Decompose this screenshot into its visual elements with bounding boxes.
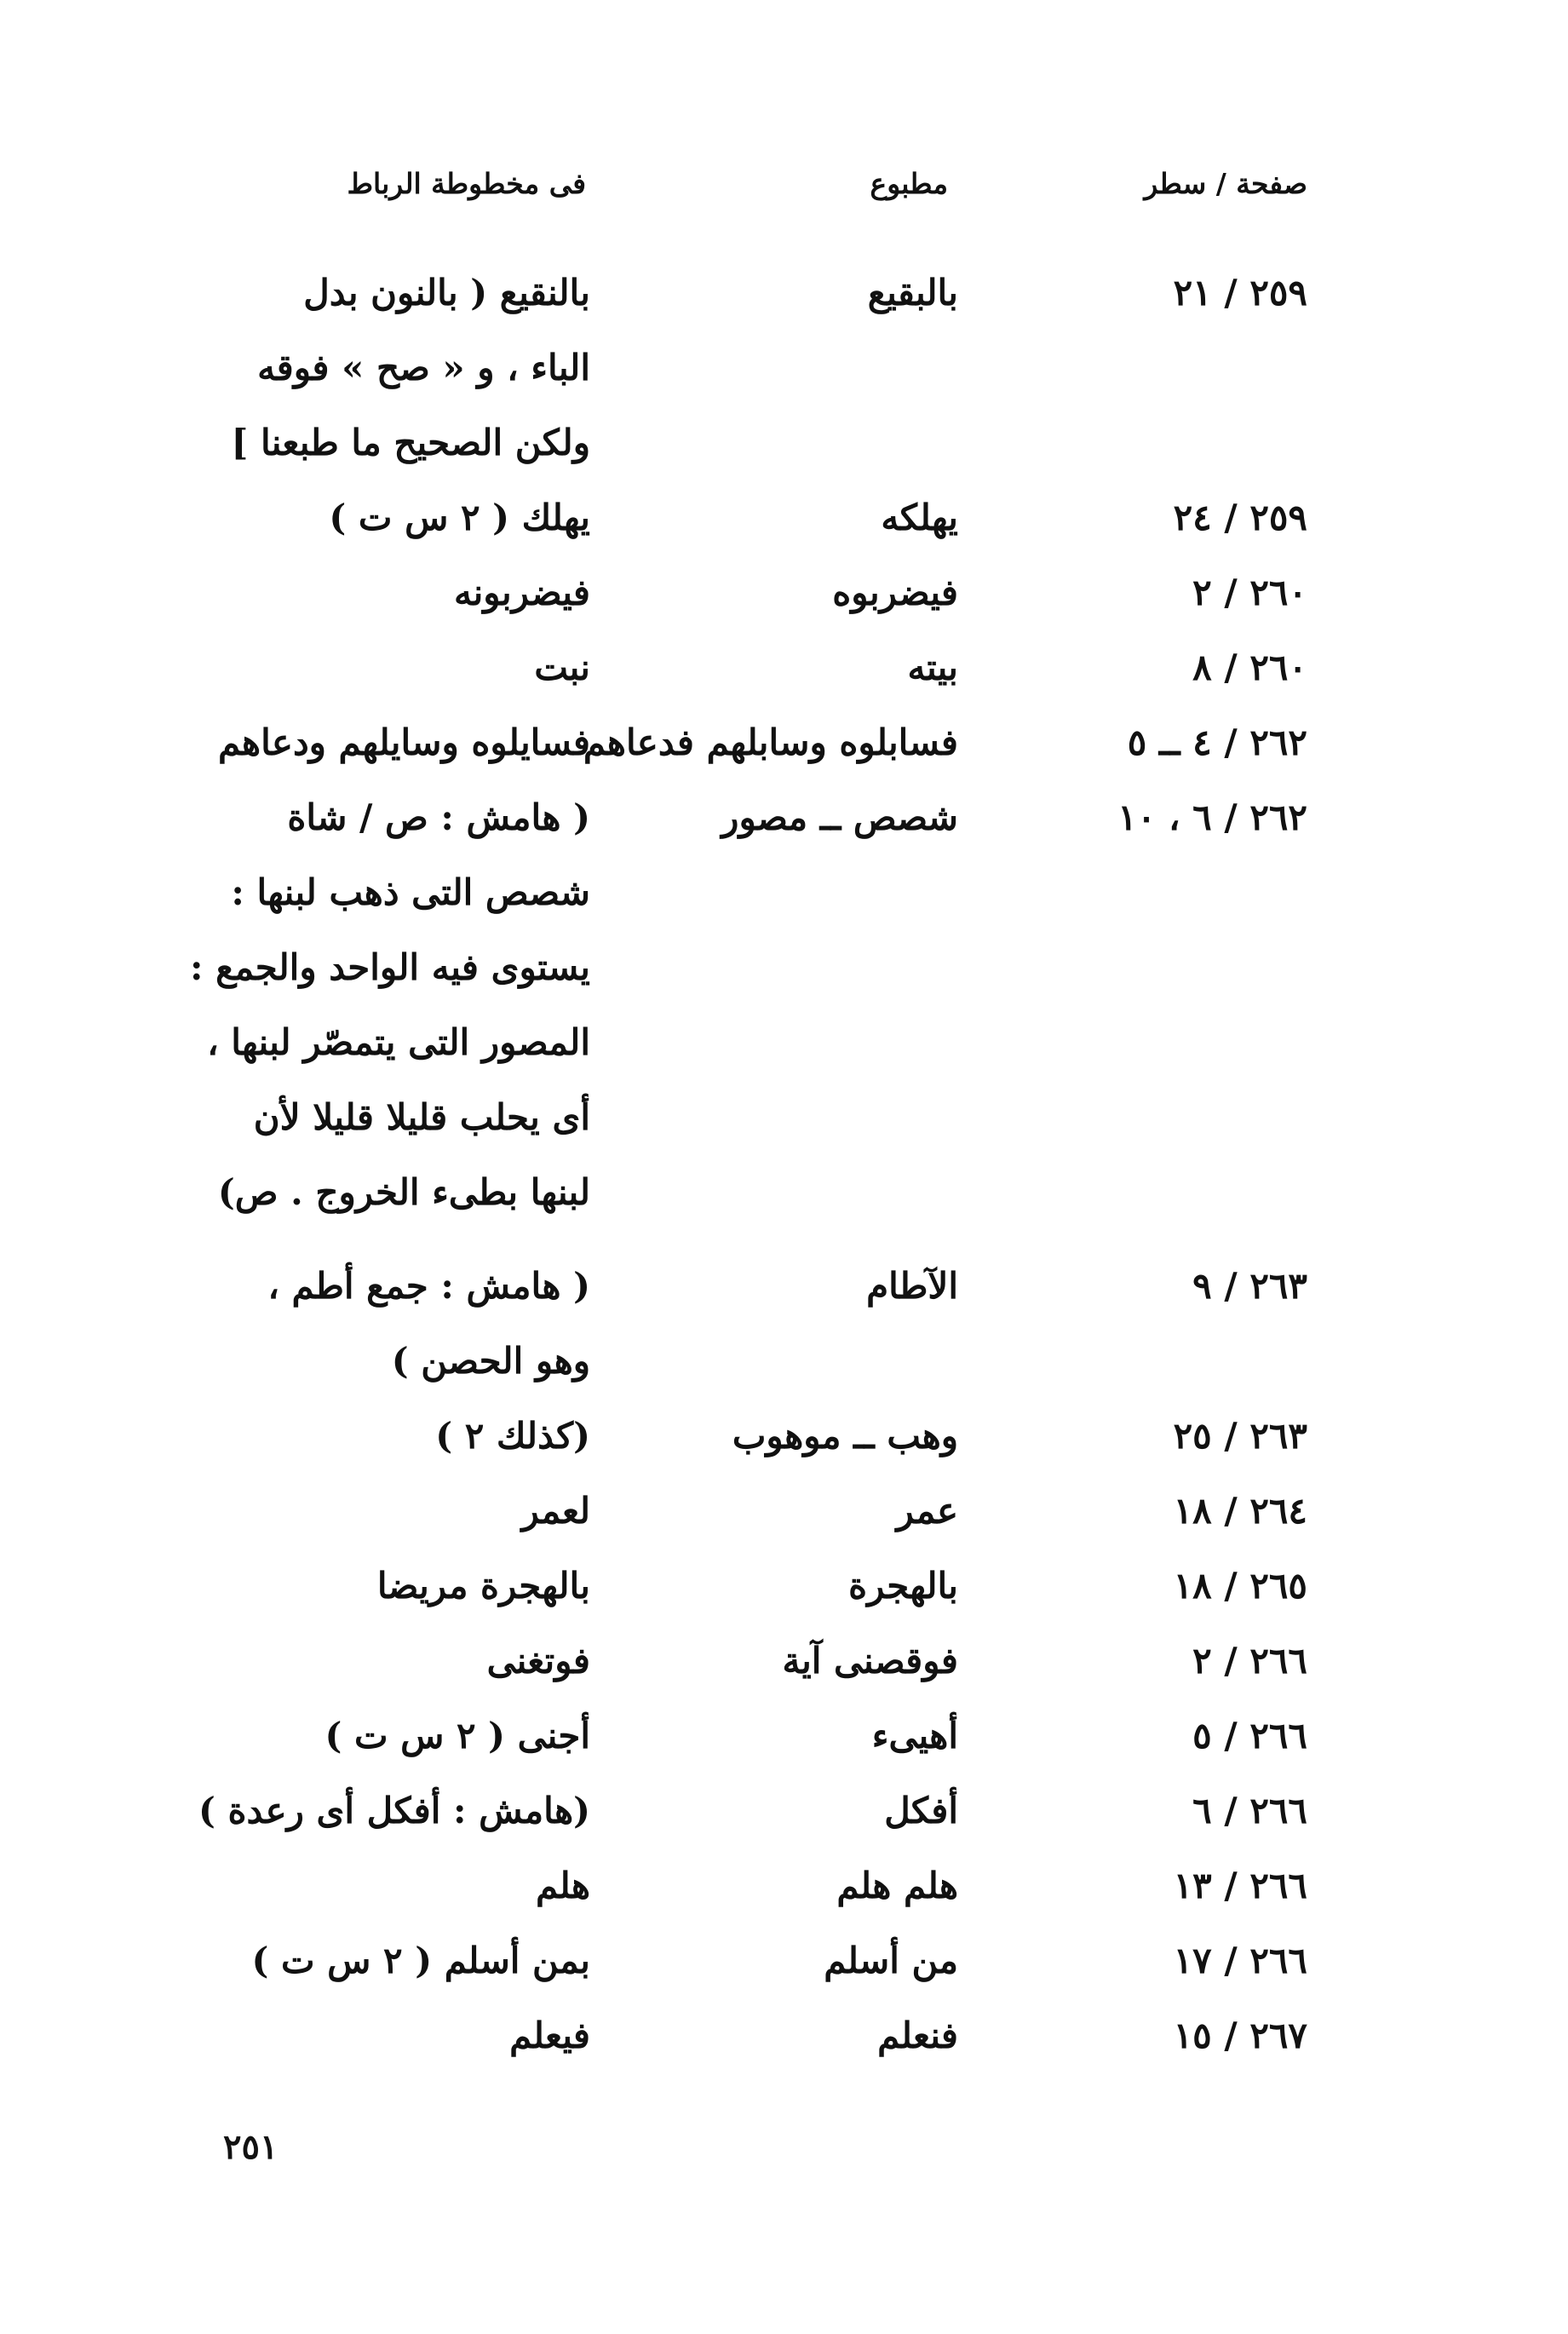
manuscript-line: ولكن الصحيح ما طبعنا ]	[231, 422, 590, 463]
manuscript-cell	[190, 780, 590, 1230]
manuscript-line: الباء ، و « صح » فوقه	[257, 347, 590, 388]
printed-cell: وهب ــ موهوب	[732, 1415, 958, 1457]
manuscript-line: بالنقيع ( بالنون بدل	[303, 272, 590, 313]
manuscript-cell	[198, 256, 590, 480]
printed-cell: فيضربوه	[832, 572, 958, 613]
manuscript-line: ( هامش : جمع أطم ،	[267, 1265, 590, 1307]
table-row	[0, 555, 1568, 630]
page-line-cell: ٢٦٠ / ٢	[1192, 572, 1307, 613]
page-line-cell: ٢٦٣ / ٢٥	[1173, 1415, 1307, 1457]
manuscript-line: فيضربونه	[454, 572, 590, 613]
page-line-cell: ٢٦٦ / ١٣	[1173, 1865, 1307, 1906]
printed-cell: عمر	[896, 1490, 958, 1532]
manuscript-line: لعمر	[521, 1490, 590, 1532]
manuscript-line: فوتغنى	[486, 1640, 590, 1682]
page-line-cell: ٢٦٦ / ١٧	[1173, 1940, 1307, 1981]
manuscript-line: يهلك ( ٢ س ت )	[329, 497, 590, 538]
page-line-cell: ٢٦٦ / ٢	[1192, 1640, 1307, 1682]
manuscript-line: أجنى ( ٢ س ت )	[325, 1715, 590, 1756]
table-row	[0, 1474, 1568, 1549]
page-line-cell: ٢٦٥ / ١٨	[1173, 1565, 1307, 1607]
manuscript-cell	[198, 555, 590, 630]
printed-cell: أهيىء	[871, 1715, 958, 1756]
table-row	[0, 1699, 1568, 1773]
page-line-cell: ٢٦٣ / ٩	[1192, 1265, 1307, 1307]
page-line-cell: ٢٥٩ / ٢٤	[1173, 497, 1307, 538]
table-row	[0, 1998, 1568, 2073]
table-row	[0, 705, 1568, 780]
page-line-cell: ٢٦٢ / ٤ ــ ٥	[1127, 721, 1307, 763]
manuscript-cell	[198, 1249, 590, 1399]
manuscript-line: هلم	[535, 1865, 590, 1906]
manuscript-line: (هامش : أفكل أى رعدة )	[198, 1790, 590, 1831]
manuscript-cell	[198, 1998, 590, 2073]
table-row	[0, 1848, 1568, 1923]
manuscript-cell	[198, 1773, 590, 1848]
variants-table	[0, 256, 1568, 2073]
manuscript-line: شصص التى ذهب لبنها :	[231, 871, 590, 913]
table-row	[0, 1923, 1568, 1998]
manuscript-cell	[198, 1474, 590, 1549]
manuscript-line: بمن أسلم ( ٢ س ت )	[251, 1940, 590, 1981]
table-row	[0, 1399, 1568, 1474]
manuscript-cell	[198, 1699, 590, 1773]
page-line-cell: ٢٦٢ / ٦ ، ١٠	[1117, 796, 1307, 838]
table-row	[0, 1773, 1568, 1848]
table-header	[0, 167, 1568, 218]
printed-cell: شصص ــ مصور	[721, 796, 958, 838]
table-row	[0, 256, 1568, 480]
page-line-cell: ٢٦٠ / ٨	[1192, 647, 1307, 688]
table-row	[0, 630, 1568, 705]
header-manuscript: فى مخطوطة الرباط	[347, 167, 586, 200]
header-page-line: صفحة / سطر	[1144, 167, 1307, 200]
manuscript-cell	[198, 630, 590, 705]
manuscript-cell	[198, 1848, 590, 1923]
table-row	[0, 1249, 1568, 1399]
manuscript-line: فسايلوه وسايلهم ودعاهم	[217, 721, 590, 763]
printed-cell: من أسلم	[824, 1940, 958, 1981]
page-line-cell: ٢٦٦ / ٦	[1192, 1790, 1307, 1831]
page-line-cell: ٢٦٧ / ١٥	[1173, 2015, 1307, 2056]
table-row	[0, 1549, 1568, 1624]
manuscript-cell	[198, 1624, 590, 1699]
manuscript-line: أى يحلب قليلا قليلا لأن	[253, 1096, 590, 1138]
manuscript-cell	[198, 705, 590, 780]
manuscript-line: وهو الحصن )	[391, 1340, 590, 1382]
manuscript-line: نبت	[534, 647, 590, 688]
manuscript-cell	[198, 480, 590, 555]
printed-cell: أفكل	[884, 1790, 958, 1831]
manuscript-line: المصور التى يتمصّر لبنها ،	[207, 1021, 590, 1063]
manuscript-cell	[198, 1923, 590, 1998]
manuscript-line: (كذلك ٢ )	[435, 1415, 590, 1457]
page-line-cell: ٢٥٩ / ٢١	[1173, 272, 1307, 313]
printed-cell: فسابلوه وسابلهم فدعاهم	[583, 721, 958, 763]
printed-cell: بالبقيع	[867, 272, 958, 313]
printed-cell: فوقصنى آية	[782, 1640, 958, 1682]
manuscript-line: فيعلم	[509, 2015, 590, 2056]
manuscript-line: لبنها بطىء الخروج . ص)	[217, 1171, 590, 1213]
manuscript-cell	[198, 1399, 590, 1474]
page-number: ٢٥١	[223, 2127, 279, 2167]
printed-cell: يهلكه	[881, 497, 958, 538]
printed-cell: فنعلم	[877, 2015, 958, 2056]
table-row	[0, 780, 1568, 1249]
table-row	[0, 1624, 1568, 1699]
page-line-cell: ٢٦٤ / ١٨	[1173, 1490, 1307, 1532]
printed-cell: بيته	[907, 647, 958, 688]
printed-cell: هلم هلم	[836, 1865, 958, 1906]
manuscript-line: بالهجرة مريضا	[376, 1565, 590, 1607]
manuscript-cell	[198, 1549, 590, 1624]
page-line-cell: ٢٦٦ / ٥	[1192, 1715, 1307, 1756]
table-row	[0, 480, 1568, 555]
manuscript-line: ( هامش : ص / شاة	[287, 796, 590, 838]
header-printed: مطبوع	[870, 167, 948, 200]
manuscript-line: يستوى فيه الواحد والجمع :	[190, 946, 590, 988]
printed-cell: الآطام	[866, 1265, 958, 1307]
printed-cell: بالهجرة	[848, 1565, 958, 1607]
